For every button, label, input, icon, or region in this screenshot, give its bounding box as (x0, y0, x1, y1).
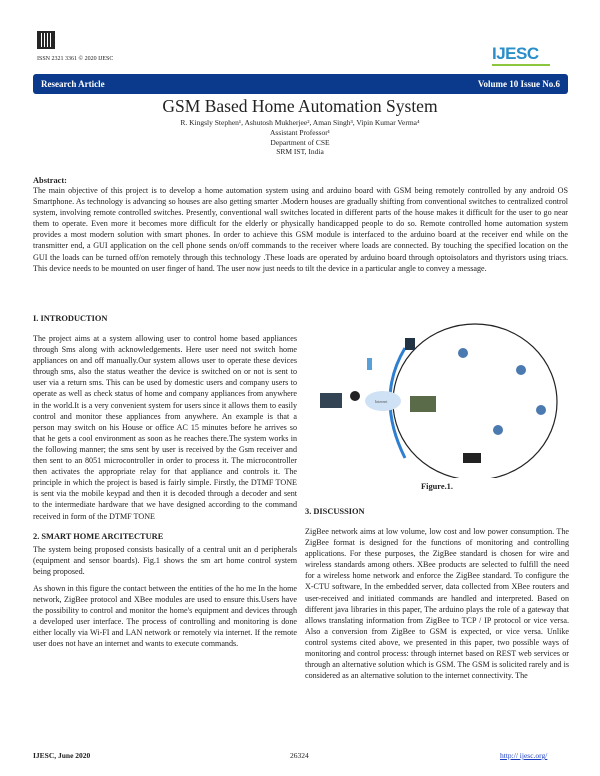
pc-icon (405, 338, 415, 350)
intro-heading: I. INTRODUCTION (33, 314, 108, 323)
arch-text-1: The system being proposed consists basically of a central unit an d peripherals (equipment and sensor boards). Fig.1 shows the sm art home control system being proposed. (33, 544, 297, 576)
discussion (305, 507, 569, 681)
figure-1 (305, 318, 569, 478)
department: Department of CSE (270, 137, 330, 147)
footer-journal: IJESC, June 2020 (33, 751, 91, 760)
phone-icon (367, 358, 372, 370)
institution: SRM IST, India (276, 147, 324, 157)
central-unit-icon (410, 396, 436, 412)
sensor-icon (493, 425, 503, 435)
user-icon (350, 391, 360, 401)
sensor-icon (458, 348, 468, 358)
network-diagram (305, 318, 569, 478)
arch-text-2: As shown in this figure the contact between the entities of the ho me In the home network, ZigBee protocol and XBee modules are used to ensure this.Users have the possibility to control and monitor the home's equipment and devices through a developed user interface. The process of controlling and monitoring is done either locally via Wi-FI and LAN network or remotely via internet. If the remote user does not have an internet and wants to execute commands. (33, 583, 297, 649)
ijesc-logo (492, 44, 554, 72)
sensor-icon (516, 365, 526, 375)
volume-issue: Volume 10 Issue No.6 (477, 79, 560, 89)
abstract-text: The main objective of this project is to develop a home automation system using and arduino board with GSM being remotely controlled by any android OS Smartphone. As technology is advancing so houses are also getting smarter .Modern houses are gradually shifting from conventional switches to centralized control system, involving remote controlled switches. Presently, conventional wall switches located in different parts of the house makes it difficult for the user to go near them to operate. Even more it becomes more difficult for the elderly or physically handicapped people to do so. Remote controlled home automation system provides a most modern solution with smart phones. In order to achieve this GSM module is interfaced to the arduino board at the receiver end while on the transmitter end, a GUI application on the cell phone sends on/off commands to the receiver where loads are connected. By touching the specified location on the GUI the loads can be turned off/on remotely through this technology .These loads are operated by arduino board through optoisolators and thyristors using triacs. This device needs to be mounted on user finger of hand. The user now just needs to tilt the device in a particular angle to convey a message. (33, 186, 568, 273)
arch-heading: 2. SMART HOME ARCITECTURE (33, 531, 164, 541)
abstract-heading: Abstract: (33, 176, 67, 185)
svg-text:Internet: Internet (375, 399, 388, 404)
qr-code (37, 31, 55, 49)
issn-text: ISSN 2321 3361 © 2020 IJESC (37, 56, 114, 62)
abstract (33, 176, 568, 274)
sensor-icon (536, 405, 546, 415)
logo-text: IJESC (492, 44, 539, 63)
author-block (0, 118, 600, 157)
introduction (33, 314, 297, 649)
article-type: Research Article (41, 79, 105, 89)
journal-link[interactable]: http:// ijesc.org/ (500, 751, 548, 760)
position: Assistant Professor¹ (270, 127, 330, 137)
page-number: 26324 (290, 751, 309, 760)
authors: R. Kingsly Stephen¹, Ashutosh Mukherjee², Aman Singh³, Vipin Kumar Verma⁴ (180, 118, 420, 127)
discussion-text: ZigBee network aims at low volume, low cost and low power consumption. The ZigBee format is designed for the functions of monitoring and controlling applications. For these purposes, the ZigBee standard is chosen for wire and wireless standards among others. XBee products are selected to fulfill the need for a wireless home network and enforce the ZigBee standard. To configure the X-CTU software, In the embedded server, data collected from XBee routers and user-received and initiated commands are handled and interpreted. Based on different java libraries in this paper, The arduino plays the role of a gateway that allows translating information from ZigBee to TCP / IP protocol or vice versa. Also a conversion from ZigBee to GSM is expected, or vice versa. Unlike control systems cited above, we presented in this paper, two possible ways of monitoring and control process: through internet based on REST web services or through an alternative solution which is GSM. The GSM is solicited rarely and is considered as an alternative solution to the internet connectivity. The (305, 527, 569, 681)
tablet-icon (463, 453, 481, 463)
header-bar (33, 74, 568, 94)
paper-title: GSM Based Home Automation System (162, 96, 438, 116)
laptop-icon (320, 393, 342, 408)
intro-text: The project aims at a system allowing user to control home based appliances through Sms along with acknowledgements. Here user need not switch home appliances on and off manually.Our system allows user to operate these devices through sms, also the status weather the device is switched on or not is sent to user via a return sms. This can be used by domestic users and company users to operate as well as check status of home and company appliances from anywhere in the world.It is a very convenient system for users since it allows them to easily control and monitor these appliances from anywhere. An example is that a person may switch on his House or office AC 15 minutes before he arrives so that he gets a cool environment as soon as he reaches there.The system works in the following manner; the sms sent by user is received by the Gsm receiver and then sent to an 8051 microcontroller in order to process it. The microcontroller then activates the appropriate relay for that appliance and controls it. The principle in which the project is based is fairly simple. Firstly, the DTMF TONE is sent via the mobile keypad and then it is decoded through a decoder and sent to the intermediate hardware that we have designed according to the command received in form of the DTMF TONE (33, 334, 297, 521)
discussion-heading: 3. DISCUSSION (305, 507, 365, 516)
figure-caption: Figure.1. (421, 482, 453, 491)
